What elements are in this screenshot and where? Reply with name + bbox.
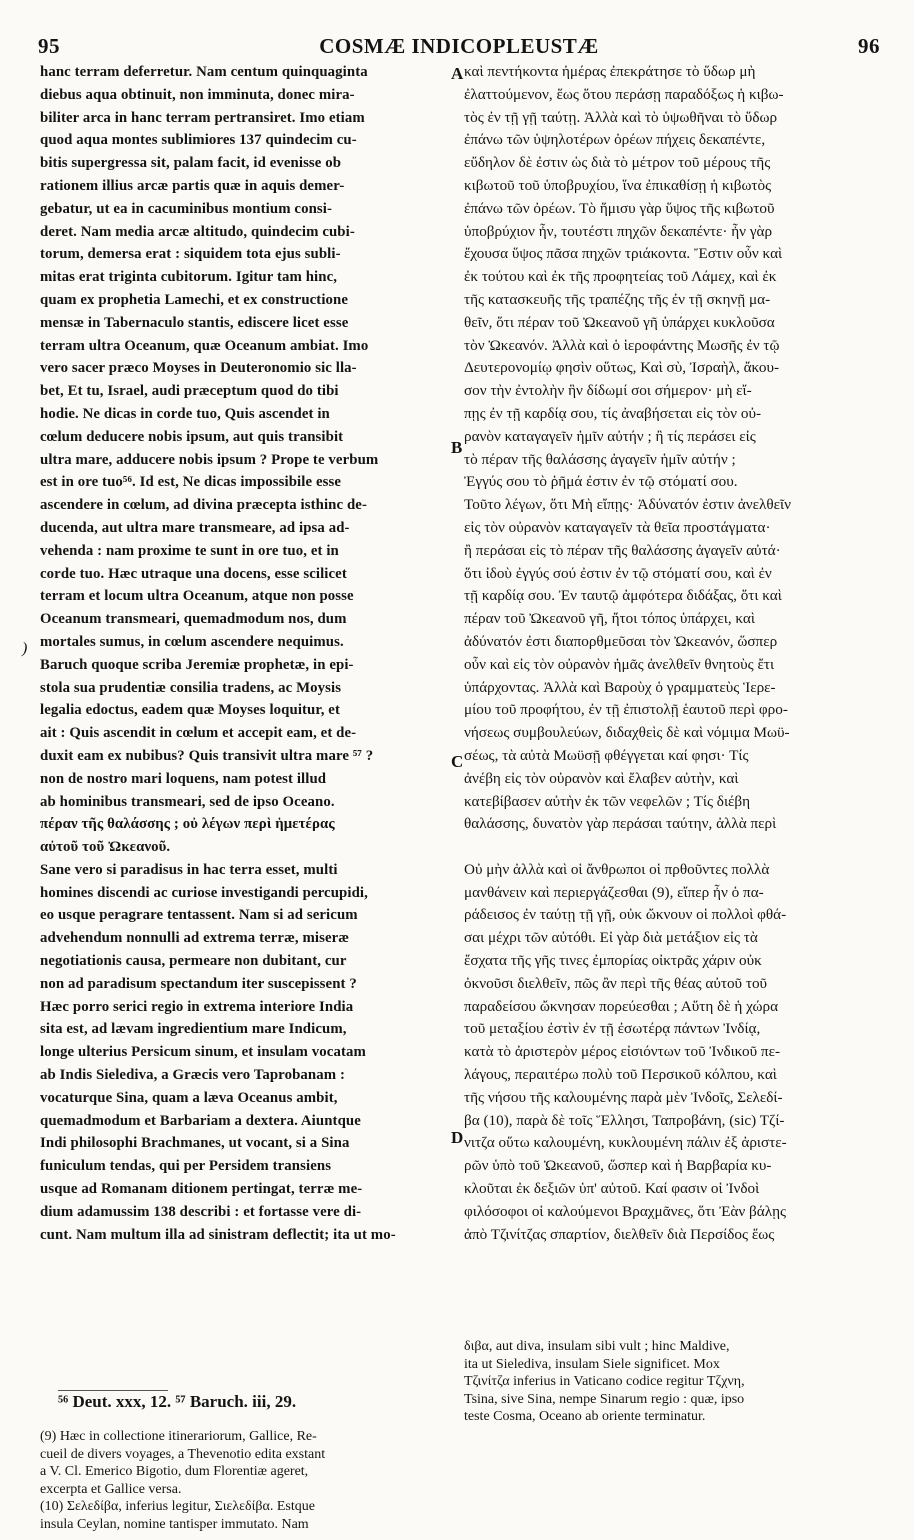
text-line: mitas erat triginta cubitorum. Igitur tam hinc,	[40, 269, 338, 286]
text-line: biliter arca in hanc terram pertransiret. Imo etiam	[40, 109, 365, 126]
text-line: παραδείσου ὤκνησαν πορεύεσθαι ; Αὕτη δὲ ἡ χώρα	[464, 997, 779, 1015]
text-line: τοῦ μεταξίου ἐστὶν ἐν τῇ ἐσωτέρᾳ πάντων Ἰνδίᾳ,	[464, 1020, 761, 1038]
text-line: hodie. Ne dicas in corde tuo, Quis ascendet in	[40, 405, 330, 422]
text-line: ἔχουσα ὕψος πᾶσα πηχῶν τριάκοντα. Ἔστιν οὖν καὶ	[464, 245, 783, 263]
text-line: εἰς τὸν οὐρανὸν καταγαγεῖν τὰ θεῖα προστάγματα·	[464, 518, 771, 536]
text-line: σαι μέχρι τῶν αὐτόθι. Εἰ γὰρ διὰ μετάξιον εἰς τὰ	[464, 929, 758, 947]
text-line: est in ore tuo⁵⁶. Id est, Ne dicas impossibile esse	[40, 474, 342, 491]
text-line: Δευτερονομίῳ φησὶν οὕτως, Καὶ σὺ, Ἰσραὴλ, ἄκου-	[464, 359, 780, 377]
text-line: μανθάνειν καὶ περιεργάζεσθαι (9), εἴπερ ἦν ὁ πα-	[464, 883, 764, 901]
footnote-line: a V. Cl. Emerico Bigotio, dum Florentiæ ageret,	[40, 1464, 309, 1479]
text-line: ἔσχατα τῆς γῆς τινες ἐμπορίας οἰκτρᾶς χάριν οὐκ	[464, 952, 762, 970]
text-line: κατὰ τὸ ἀριστερὸν μέρος εἰσιόντων τοῦ Ἰνδικοῦ πε-	[464, 1043, 781, 1061]
text-line: ἐλαττούμενον, ἕως ὅτου περάσῃ παραδόξως ἡ κιβω-	[464, 85, 784, 103]
text-line: Hæc porro serici regio in extrema interiore India	[40, 998, 354, 1015]
text-line: κατεβίβασεν αὐτὴν ἐκ τῶν νεφελῶν ; Τίς διέβη	[464, 792, 751, 810]
text-line: ὅτι ἰδοὺ ἐγγύς σού ἐστιν ἐν τῷ στόματί σου, καὶ ἐν	[464, 564, 772, 582]
text-line: bet, Et tu, Israel, audi præceptum quod do tibi	[40, 383, 339, 400]
text-line: βα (10), παρὰ δὲ τοῖς Ἕλλησι, Ταπροβάνη, (sic) Τζί-	[464, 1111, 785, 1129]
text-line: deret. Nam media arcæ altitudo, quindecim cubi-	[40, 223, 355, 240]
text-line: τὸν Ὠκεανόν. Ἀλλὰ καὶ ὁ ἱεροφάντης Μωσῆς ἐν τῷ	[464, 336, 780, 354]
text-line: hanc terram deferretur. Nam centum quinquaginta	[40, 64, 368, 80]
text-line: ράδεισος ἐν ταύτῃ τῇ γῇ, οὐκ ὤκνουν οἱ πολλοὶ φθά-	[464, 906, 787, 924]
text-line: Ἐγγύς σου τὸ ῥῆμά ἐστιν ἐν τῷ στόματί σου.	[464, 473, 738, 491]
text-line: ἐπάνω τῶν ὀρέων. Τὸ ἥμισυ γὰρ ὕψος τῆς κιβωτοῦ	[464, 199, 775, 217]
text-line: ἢ περάσαι εἰς τὸ πέραν τῆς θαλάσσης ἀγαγεῖν αὐτά·	[464, 541, 781, 559]
footnote-line: (10) Σελεδίβα, inferius legitur, Σιελεδίβα. Estque	[40, 1499, 315, 1514]
text-line: homines discendi ac curiose investigandi percupidi,	[40, 884, 368, 901]
text-line: terram ultra Oceanum, quæ Oceanum ambiat. Imo	[40, 337, 369, 354]
margin-marker-a: A	[451, 64, 464, 83]
text-line: Indi philosophi Brachmanes, ut vocant, si a Sina	[40, 1135, 350, 1152]
text-line: κιβωτοῦ τοῦ ὑποβρυχίου, ἵνα ἐπικαθίσῃ ἡ κιβωτὸς	[464, 176, 772, 194]
text-line: gebatur, ut ea in cacuminibus montium consi-	[40, 200, 333, 217]
text-line: σον τὴν ἐντολὴν ἣν δίδωμί σοι σήμερον· μὴ εἴ-	[464, 382, 752, 400]
text-line: advehendum nonnulli ad extrema terræ, miseræ	[40, 930, 350, 947]
text-line: μίου τοῦ προφήτου, ἐν τῇ ἐπιστολῇ ἑαυτοῦ περὶ φρο-	[464, 701, 788, 719]
text-line: dium adamussim 138 describi : et fortasse vere di-	[40, 1203, 362, 1220]
text-line: Oceanum transmeari, quemadmodum nos, dum	[40, 611, 347, 628]
text-line: ducenda, aut ultra mare transmeare, ad ipsa ad-	[40, 519, 350, 536]
text-line: ρανὸν καταγαγεῖν ἡμῖν αὐτήν ; ἢ τίς περάσει εἰς	[464, 427, 756, 445]
text-line: ἐκ τούτου καὶ ἐκ τῆς προφητείας τοῦ Λάμεχ, καὶ ἐκ	[464, 268, 777, 286]
text-line: bitis supergressa sit, palam facit, id evenisse ob	[40, 155, 342, 172]
footnote-line: insula Ceylan, nomine tantisper immutato. Nam	[40, 1516, 309, 1532]
text-line: mortales sumus, in cœlum ascendere nequimus.	[40, 633, 344, 650]
text-line: quemadmodum et Barbariam a dextera. Aiuntque	[40, 1112, 361, 1129]
text-line: οὖν καὶ εἰς τὸν οὐρανὸν ἡμᾶς ἀνελθεῖν θνητοὺς ἔτι	[464, 655, 775, 673]
text-line: ἀδύνατόν ἐστι διαπορθμεῦσαι τὸν Ὠκεανόν, ὥσπερ	[464, 632, 778, 650]
text-line: αὐτοῦ τοῦ Ὠκεανοῦ.	[40, 839, 171, 856]
text-line: vero sacer præco Moyses in Deuteronomio sic lla-	[40, 360, 357, 377]
text-line: ὑποβρύχιον ἦν, τουτέστι πηχῶν δεκαπέντε· ἦν γὰρ	[464, 222, 773, 240]
text-line: Οὐ μὴν ἀλλὰ καὶ οἱ ἄνθρωποι οἱ πρθοῦντες πολλὰ	[464, 860, 770, 878]
text-line: τῆς κατασκευῆς τῆς τραπέζης τῆς ἐν τῇ σκηνῇ μα-	[464, 290, 771, 308]
text-line: σέως, τὰ αὐτὰ Μωϋσῇ φθέγγεται καί φησι· Τίς	[464, 746, 749, 764]
text-line: πέραν τοῦ Ὠκεανοῦ γῆ, ἤτοι τόπος ὑπάρχει, καὶ	[464, 610, 755, 628]
footnote-line: cueil de divers voyages, a Thevenotio edita exstant	[40, 1446, 326, 1462]
text-line: stola sua prudentiæ consilia tradens, ac Moysis	[40, 679, 342, 696]
text-line: vocaturque Sina, quam a læva Oceanus ambit,	[40, 1089, 338, 1106]
footnote-rule-left	[58, 1390, 168, 1391]
text-line: ab Indis Sielediva, a Græcis vero Taprobanam :	[40, 1067, 345, 1084]
margin-marker-b: B	[451, 438, 463, 457]
text-line: torum, demersa erat : siquidem tota ejus subli-	[40, 246, 341, 263]
footnotes-left	[40, 1428, 450, 1533]
page-header	[38, 34, 880, 60]
scripture-references: ⁵⁶ Deut. xxx, 12. ⁵⁷ Baruch. iii, 29.	[58, 1392, 297, 1411]
text-line: φιλόσοφοι οἱ καλούμενοι Βραχμᾶνες, ὅτι Ἐὰν βάλῃς	[464, 1202, 787, 1220]
text-line: vehenda : nam proxime te sunt in ore tuo, et in	[40, 542, 339, 559]
text-line	[464, 836, 879, 859]
text-line: εὔδηλον δὲ ἐστιν ὡς διὰ τὸ μέτρον τοῦ μέρους τῆς	[464, 154, 771, 172]
text-line: negotiationis causa, permeare non dubitant, cur	[40, 953, 347, 970]
text-line: νιτζα οὕτω καλουμένη, κυκλουμένη πάλιν ἐξ ἀριστε-	[464, 1134, 787, 1152]
text-line: quod aqua montes sublimiores 137 quindecim cu-	[40, 132, 357, 149]
text-line: duxit eam ex nubibus? Quis transivit ultra mare ⁵⁷ ?	[40, 747, 374, 764]
footnote-line: Tsina, sive Sina, nempe Sinarum regio : quæ, ipso	[464, 1391, 745, 1407]
text-line: sita est, ad lævam ingredientium mare Indicum,	[40, 1021, 347, 1038]
footnote-line: ita ut Sielediva, insulam Siele significet. Mox	[464, 1356, 720, 1372]
text-line: τῇ καρδίᾳ σου. Ἐν ταυτῷ ἀμφότερα διδάξας, ὅτι καὶ	[464, 587, 782, 605]
text-line: ἀνέβη εἰς τὸν οὐρανὸν καὶ ἔλαβεν αὐτὴν, καὶ	[464, 769, 739, 787]
text-line: cœlum deducere nobis ipsum, aut quis transibit	[40, 428, 344, 445]
text-line: θαλάσσης, δυνατὸν γὰρ περάσαι ταύτην, ἀλλὰ περὶ	[464, 815, 777, 833]
latin-column	[40, 61, 450, 1246]
margin-marker-d: D	[451, 1128, 464, 1147]
text-line: ab hominibus transmeari, sed de ipso Oceano.	[40, 793, 335, 810]
text-line: cunt. Nam multum illa ad sinistram deflectit; ita ut mo-	[40, 1226, 396, 1243]
text-line: Τοῦτο λέγων, ὅτι Μὴ εἴπῃς· Ἀδύνατόν ἐστιν ἀνελθεῖν	[464, 496, 791, 514]
text-line: τὸς ἐν τῇ γῇ ταύτῃ. Ἀλλὰ καὶ τὸ ὑψωθῆναι τὸ ὕδωρ	[464, 108, 778, 126]
margin-marker-c: C	[451, 752, 464, 771]
text-line: usque ad Romanam ditionem pertingat, terræ me-	[40, 1181, 363, 1198]
text-line: diebus aqua obtinuit, non imminuta, donec mira-	[40, 86, 355, 103]
text-line: κλοῦται ἐκ δεξιῶν ὑπ' αὐτοῦ. Καί φασιν οἱ Ἰνδοὶ	[464, 1180, 760, 1198]
text-line: λάγους, περαιτέρω πολὺ τοῦ Περσικοῦ κόλπου, καὶ	[464, 1066, 777, 1084]
text-line: rationem illius arcæ partis quæ in aquis demer-	[40, 177, 345, 194]
margin-paren: )	[22, 640, 28, 657]
running-title: COSMÆ INDICOPLEUSTÆ	[319, 34, 599, 58]
text-line: ascendere in cœlum, ad divina præcepta isthinc de-	[40, 497, 367, 514]
text-line: ait : Quis ascendit in cœlum et accepit eam, et de-	[40, 725, 357, 742]
text-line: πῃς ἐν τῇ καρδίᾳ σου, τίς ἀναβήσεται εἰς τὸν οὐ-	[464, 404, 762, 422]
text-line: πέραν τῆς θαλάσσης ; οὐ λέγων περὶ ἡμετέρας	[40, 816, 335, 833]
text-line: νήσεως συμβουλεύων, διδαχθεὶς δὲ καὶ νόμιμα Μωϋ-	[464, 724, 790, 742]
text-line: terram et locum ultra Oceanum, atque non posse	[40, 588, 354, 605]
page-number-left: 95	[38, 34, 60, 58]
text-line: Sane vero si paradisus in hac terra esset, multi	[40, 861, 338, 878]
text-line: θεῖν, ὅτι πέραν τοῦ Ὠκεανοῦ γῆ ὑπάρχει κυκλοῦσα	[464, 313, 775, 331]
text-line: legalia edoctus, eadem quæ Moyses loquitur, et	[40, 702, 340, 719]
text-line: ρῶν ὑπὸ τοῦ Ὠκεανοῦ, ὥσπερ καὶ ἡ Βαρβαρία κυ-	[464, 1157, 772, 1175]
text-line: corde tuo. Hæc utraque una docens, esse scilicet	[40, 565, 347, 582]
text-line: ὑπάρχοντας. Ἀλλὰ καὶ Βαροὺχ ὁ γραμματεὺς Ἱερε-	[464, 678, 776, 696]
text-line: τὸ πέραν τῆς θαλάσσης ἀγαγεῖν ἡμῖν αὐτήν ;	[464, 450, 736, 468]
text-line: Baruch quoque scriba Jeremiæ prophetæ, in epi-	[40, 656, 354, 673]
text-line: longe ulterius Persicum sinum, et insulam vocatam	[40, 1044, 366, 1061]
footnote-line: (9) Hæc in collectione itinerariorum, Gallice, Re-	[40, 1429, 317, 1444]
text-line: non ad paradisum spectandum iter suscepissent ?	[40, 975, 357, 992]
text-line: ὀκνοῦσι διελθεῖν, πῶς ἂν περὶ τῆς θέας αὐτοῦ τοῦ	[464, 974, 768, 992]
text-line: funiculum tendas, qui per Persidem transiens	[40, 1158, 332, 1175]
text-line: ἀπὸ Τζινίτζας σπαρτίον, διελθεῖν διὰ Περσίδος ἕως	[464, 1225, 775, 1243]
text-line: ἐπάνω τῶν ὑψηλοτέρων ὀρέων πήχεις δεκαπέντε,	[464, 131, 766, 149]
footnote-line: Τζινίτζα inferius in Vaticano codice regitur Τζχνη,	[464, 1374, 745, 1389]
footnote-line: διβα, aut diva, insulam sibi vult ; hinc Maldive,	[464, 1339, 730, 1354]
text-line: eo usque peragrare tentassent. Nam si ad sericum	[40, 907, 358, 924]
text-line: quam ex prophetia Lamechi, et ex constructione	[40, 291, 349, 308]
footnotes-right	[464, 1338, 879, 1426]
text-line: non de nostro mari loquens, nam potest illud	[40, 770, 327, 787]
text-line: τῆς νήσου τῆς καλουμένης παρὰ μὲν Ἰνδοῖς, Σελεδί-	[464, 1088, 783, 1106]
footnote-line: excerpta et Gallice versa.	[40, 1481, 182, 1497]
page-number-right: 96	[858, 34, 880, 58]
text-line: καὶ πεντήκοντα ἡμέρας ἐπεκράτησε τὸ ὕδωρ μὴ	[464, 63, 756, 80]
text-line: mensæ in Tabernaculo stantis, ediscere licet esse	[40, 314, 349, 331]
footnote-line: teste Cosma, Oceano ab oriente terminatur.	[464, 1409, 706, 1424]
greek-column	[464, 61, 879, 1246]
text-line: ultra mare, adducere nobis ipsum ? Prope te verbum	[40, 451, 379, 468]
